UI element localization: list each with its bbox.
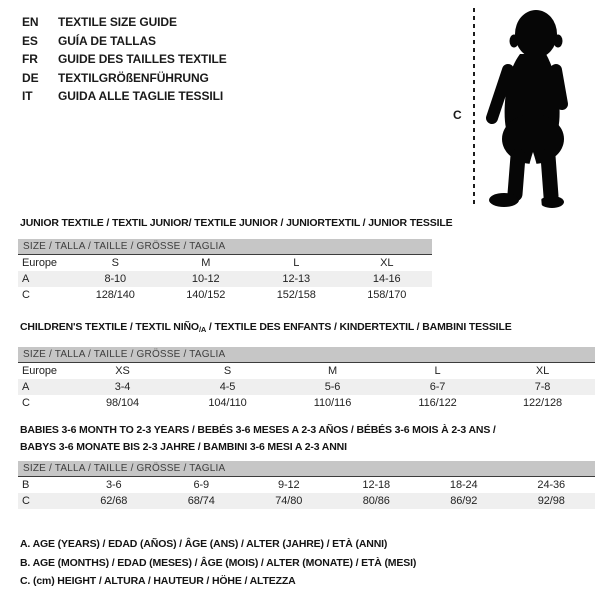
guide-title-en: TEXTILE SIZE GUIDE <box>58 15 177 30</box>
height-value: 74/80 <box>275 495 303 507</box>
babies-size-header-bar: SIZE / TALLA / TAILLE / GRÖSSE / TAGLIA <box>18 461 595 477</box>
height-value: 158/170 <box>367 289 407 301</box>
size-col-header: M <box>327 365 338 377</box>
language-code: ES <box>22 33 38 48</box>
height-value: 80/86 <box>362 495 390 507</box>
size-col-header: XS <box>115 365 130 377</box>
age-value: 8-10 <box>104 273 127 285</box>
size-col-header: S <box>111 257 119 269</box>
children-age-row <box>18 379 595 395</box>
age-value: 5-6 <box>324 381 341 393</box>
junior-age-row <box>18 271 432 287</box>
legend-notes <box>20 535 416 591</box>
children-height-row <box>18 395 595 411</box>
age-value: 9-12 <box>277 479 300 491</box>
children-title-text: / TEXTILE DES ENFANTS / KINDERTEXTIL / BAMBINI TESSILE <box>206 321 512 333</box>
babies-height-row <box>18 493 595 509</box>
children-size-header-bar: SIZE / TALLA / TAILLE / GRÖSSE / TAGLIA <box>18 347 595 363</box>
guide-title-it: GUIDA ALLE TAGLIE TESSILI <box>58 89 224 104</box>
children-section-title <box>20 319 512 338</box>
age-value: 3-6 <box>105 479 122 491</box>
height-value: 92/98 <box>537 495 565 507</box>
size-col-header: M <box>201 257 211 269</box>
age-value: 14-16 <box>372 273 401 285</box>
height-value: 110/116 <box>313 397 352 409</box>
age-value: 7-8 <box>534 381 551 393</box>
language-row-fr <box>22 50 227 69</box>
height-value: 68/74 <box>187 495 215 507</box>
babies-title-line2: BABYS 3-6 MONATE BIS 2-3 JAHRE / BAMBINI 3-6 MESI A 2-3 ANNI <box>20 441 347 453</box>
row-label: A <box>22 273 30 285</box>
children-title-subscript: /A <box>198 325 207 334</box>
row-label: A <box>22 381 30 393</box>
row-label: B <box>22 479 30 491</box>
height-value: 128/140 <box>95 289 135 301</box>
language-code: IT <box>22 89 33 104</box>
note-height-cm: C. (cm) HEIGHT / ALTURA / HAUTEUR / HÖHE / ALTEZZA <box>20 575 296 587</box>
height-value: 140/152 <box>186 289 226 301</box>
babies-age-row <box>18 477 595 493</box>
row-label: C <box>22 289 30 301</box>
size-col-header: XL <box>535 365 550 377</box>
junior-height-row <box>18 287 432 303</box>
guide-title-de: TEXTILGRÖßENFÜHRUNG <box>58 70 209 85</box>
size-col-header: L <box>293 257 300 269</box>
size-col-header: S <box>223 365 232 377</box>
region-header: Europe <box>22 257 57 269</box>
note-age-months: B. AGE (MONTHS) / EDAD (MESES) / ÂGE (MOIS) / ALTER (MONATE) / ETÀ (MESI) <box>20 556 417 569</box>
height-value: 62/68 <box>100 495 128 507</box>
row-label: C <box>22 495 30 507</box>
region-header: Europe <box>22 365 57 377</box>
children-header-row <box>18 363 595 379</box>
age-value: 10-12 <box>191 273 220 285</box>
guide-title-es: GUÍA DE TALLAS <box>58 33 156 48</box>
language-code: FR <box>22 52 38 67</box>
children-size-table <box>18 347 595 411</box>
language-code: DE <box>22 70 39 85</box>
age-value: 24-36 <box>537 479 566 491</box>
babies-section-title <box>20 422 496 456</box>
junior-header-row <box>18 255 432 271</box>
height-value: 116/122 <box>418 397 457 409</box>
junior-size-header-bar: SIZE / TALLA / TAILLE / GRÖSSE / TAGLIA <box>18 239 432 255</box>
age-value: 12-18 <box>362 479 391 491</box>
age-value: 18-24 <box>449 479 478 491</box>
language-row-es <box>22 32 227 51</box>
babies-size-table <box>18 461 595 509</box>
height-value: 98/104 <box>105 397 140 409</box>
language-row-en <box>22 13 227 32</box>
size-col-header: L <box>434 365 441 377</box>
guide-title-fr: GUIDE DES TAILLES TEXTILE <box>58 52 227 67</box>
babies-title-line1: BABIES 3-6 MONTH TO 2-3 YEARS / BEBÉS 3-6 MESES A 2-3 AÑOS / BÉBÉS 3-6 MOIS À 2-3 ANS / <box>20 424 496 436</box>
height-value: 104/110 <box>208 397 247 409</box>
language-code: EN <box>22 15 39 30</box>
language-row-it <box>22 87 227 106</box>
age-value: 6-7 <box>429 381 446 393</box>
height-value: 122/128 <box>522 397 563 409</box>
language-row-de <box>22 69 227 88</box>
age-value: 4-5 <box>219 381 236 393</box>
junior-section-title: JUNIOR TEXTILE / TEXTIL JUNIOR/ TEXTILE JUNIOR / JUNIORTEXTIL / JUNIOR TESSILE <box>20 217 453 229</box>
age-value: 12-13 <box>282 273 311 285</box>
language-title-list <box>22 13 227 106</box>
children-title-text: CHILDREN'S TEXTILE / TEXTIL NIÑO <box>20 321 199 333</box>
height-measure-label: C <box>453 108 462 122</box>
age-value: 3-4 <box>114 381 131 393</box>
note-age-years: A. AGE (YEARS) / EDAD (AÑOS) / ÂGE (ANS) / ALTER (JAHRE) / ETÀ (ANNI) <box>20 538 388 550</box>
row-label: C <box>22 397 30 409</box>
size-col-header: XL <box>380 257 394 269</box>
height-value: 86/92 <box>450 495 478 507</box>
height-measure-dashed-line <box>473 8 475 208</box>
junior-size-table <box>18 239 432 303</box>
baby-silhouette-icon <box>484 8 578 208</box>
age-value: 6-9 <box>193 479 210 491</box>
height-value: 152/158 <box>276 289 316 301</box>
